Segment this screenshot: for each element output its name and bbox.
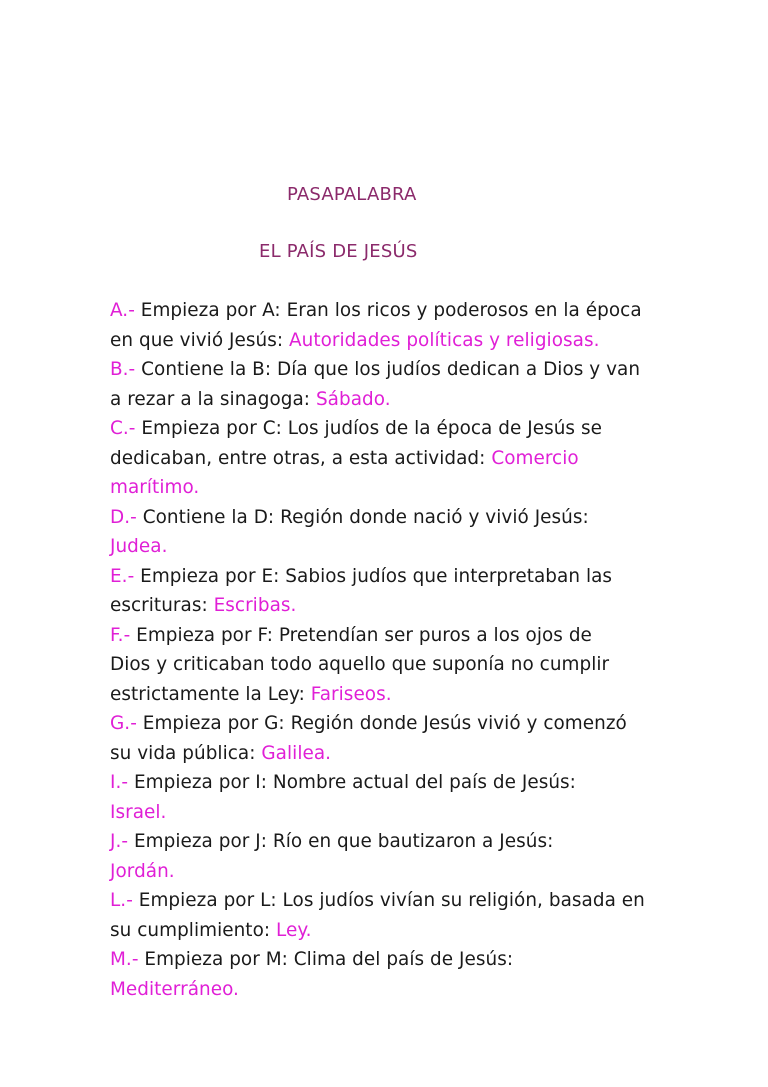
entry-letter: C.-	[110, 418, 136, 439]
entry-clue: Empieza por F: Pretendían ser puros a los ojos de	[130, 624, 592, 646]
entry-answer: Sábado.	[315, 388, 391, 410]
entry-line	[110, 857, 670, 887]
entry-line	[110, 326, 670, 356]
subtitle-text: EL PAÍS DE JESÚS	[259, 241, 418, 262]
entry-answer: Judea.	[110, 536, 168, 557]
entry-line	[110, 798, 670, 828]
title-text: PASAPALABRA	[287, 184, 417, 205]
entry-clue: su cumplimiento:	[110, 919, 277, 941]
entry-answer: Israel.	[110, 801, 167, 823]
entry-clue: Empieza por C: Los judíos de la época de Jesús se	[135, 418, 602, 439]
entry-clue: Dios y criticaban todo aquello que suponía no cumplir	[110, 654, 610, 675]
entry-line	[110, 503, 670, 533]
entry-line	[110, 532, 670, 562]
entry-line	[110, 591, 670, 621]
entry-line	[110, 886, 670, 916]
entry-answer: Autoridades políticas y religiosas.	[289, 329, 600, 351]
entry-clue: Empieza por L: Los judíos vivían su religión, basada en	[132, 890, 645, 911]
entry-clue: a rezar a la sinagoga:	[110, 388, 316, 410]
quiz-entries	[110, 296, 670, 1004]
entry-clue: Empieza por E: Sabios judíos que interpretaban las	[134, 565, 613, 587]
entry-e	[110, 562, 670, 621]
entry-answer: Ley.	[276, 919, 312, 941]
entry-answer: marítimo.	[110, 477, 200, 498]
entry-letter: L.-	[110, 890, 133, 911]
entry-clue: dedicaban, entre otras, a esta actividad:	[110, 447, 492, 469]
entry-c	[110, 414, 670, 503]
entry-clue: su vida pública:	[110, 742, 262, 764]
entry-line	[110, 916, 670, 946]
entry-clue: Empieza por J: Río en que bautizaron a Jesús:	[128, 831, 554, 852]
entry-line	[110, 739, 670, 769]
entry-l	[110, 886, 670, 945]
entry-clue: escrituras:	[110, 595, 214, 616]
entry-line	[110, 562, 670, 592]
entry-answer: Galilea.	[261, 742, 332, 764]
entry-line	[110, 414, 670, 444]
entry-line	[110, 680, 670, 710]
entry-answer: Escribas.	[213, 595, 297, 616]
entry-line	[110, 650, 670, 680]
entry-letter: J.-	[110, 831, 129, 852]
entry-line	[110, 444, 670, 474]
entry-g	[110, 709, 670, 768]
entry-clue: en que vivió Jesús:	[110, 329, 289, 351]
entry-a	[110, 296, 670, 355]
entry-answer: Fariseos.	[310, 683, 392, 705]
entry-answer: Comercio	[491, 447, 579, 469]
document-title	[0, 184, 768, 205]
entry-letter: A.-	[110, 300, 135, 321]
entry-clue: Contiene la D: Región donde nació y vivió Jesús:	[136, 506, 589, 528]
entry-answer: Mediterráneo.	[110, 978, 239, 1000]
entry-line	[110, 945, 670, 975]
entry-letter: I.-	[110, 772, 129, 793]
entry-b	[110, 355, 670, 414]
entry-line	[110, 473, 670, 503]
entry-line	[110, 975, 670, 1005]
entry-clue: estrictamente la Ley:	[110, 683, 311, 705]
entry-letter: E.-	[110, 565, 135, 587]
entry-f	[110, 621, 670, 710]
entry-m	[110, 945, 670, 1004]
entry-letter: B.-	[110, 359, 136, 380]
entry-clue: Empieza por M: Clima del país de Jesús:	[138, 949, 514, 970]
entry-line	[110, 827, 670, 857]
document-subtitle	[0, 241, 768, 262]
entry-letter: M.-	[110, 949, 139, 970]
entry-line	[110, 296, 670, 326]
entry-clue: Empieza por A: Eran los ricos y poderosos en la época	[134, 300, 642, 321]
entry-line	[110, 355, 670, 385]
entry-line	[110, 768, 670, 798]
entry-line	[110, 385, 670, 415]
entry-line	[110, 709, 670, 739]
entry-letter: F.-	[110, 624, 131, 646]
entry-answer: Jordán.	[110, 860, 175, 882]
entry-clue: Contiene la B: Día que los judíos dedican a Dios y van	[135, 359, 641, 380]
entry-clue: Empieza por G: Región donde Jesús vivió y comenzó	[136, 713, 627, 734]
entry-d	[110, 503, 670, 562]
entry-letter: D.-	[110, 506, 137, 528]
entry-line	[110, 621, 670, 651]
entry-clue: Empieza por I: Nombre actual del país de Jesús:	[128, 772, 576, 793]
entry-j	[110, 827, 670, 886]
entry-letter: G.-	[110, 713, 137, 734]
entry-i	[110, 768, 670, 827]
